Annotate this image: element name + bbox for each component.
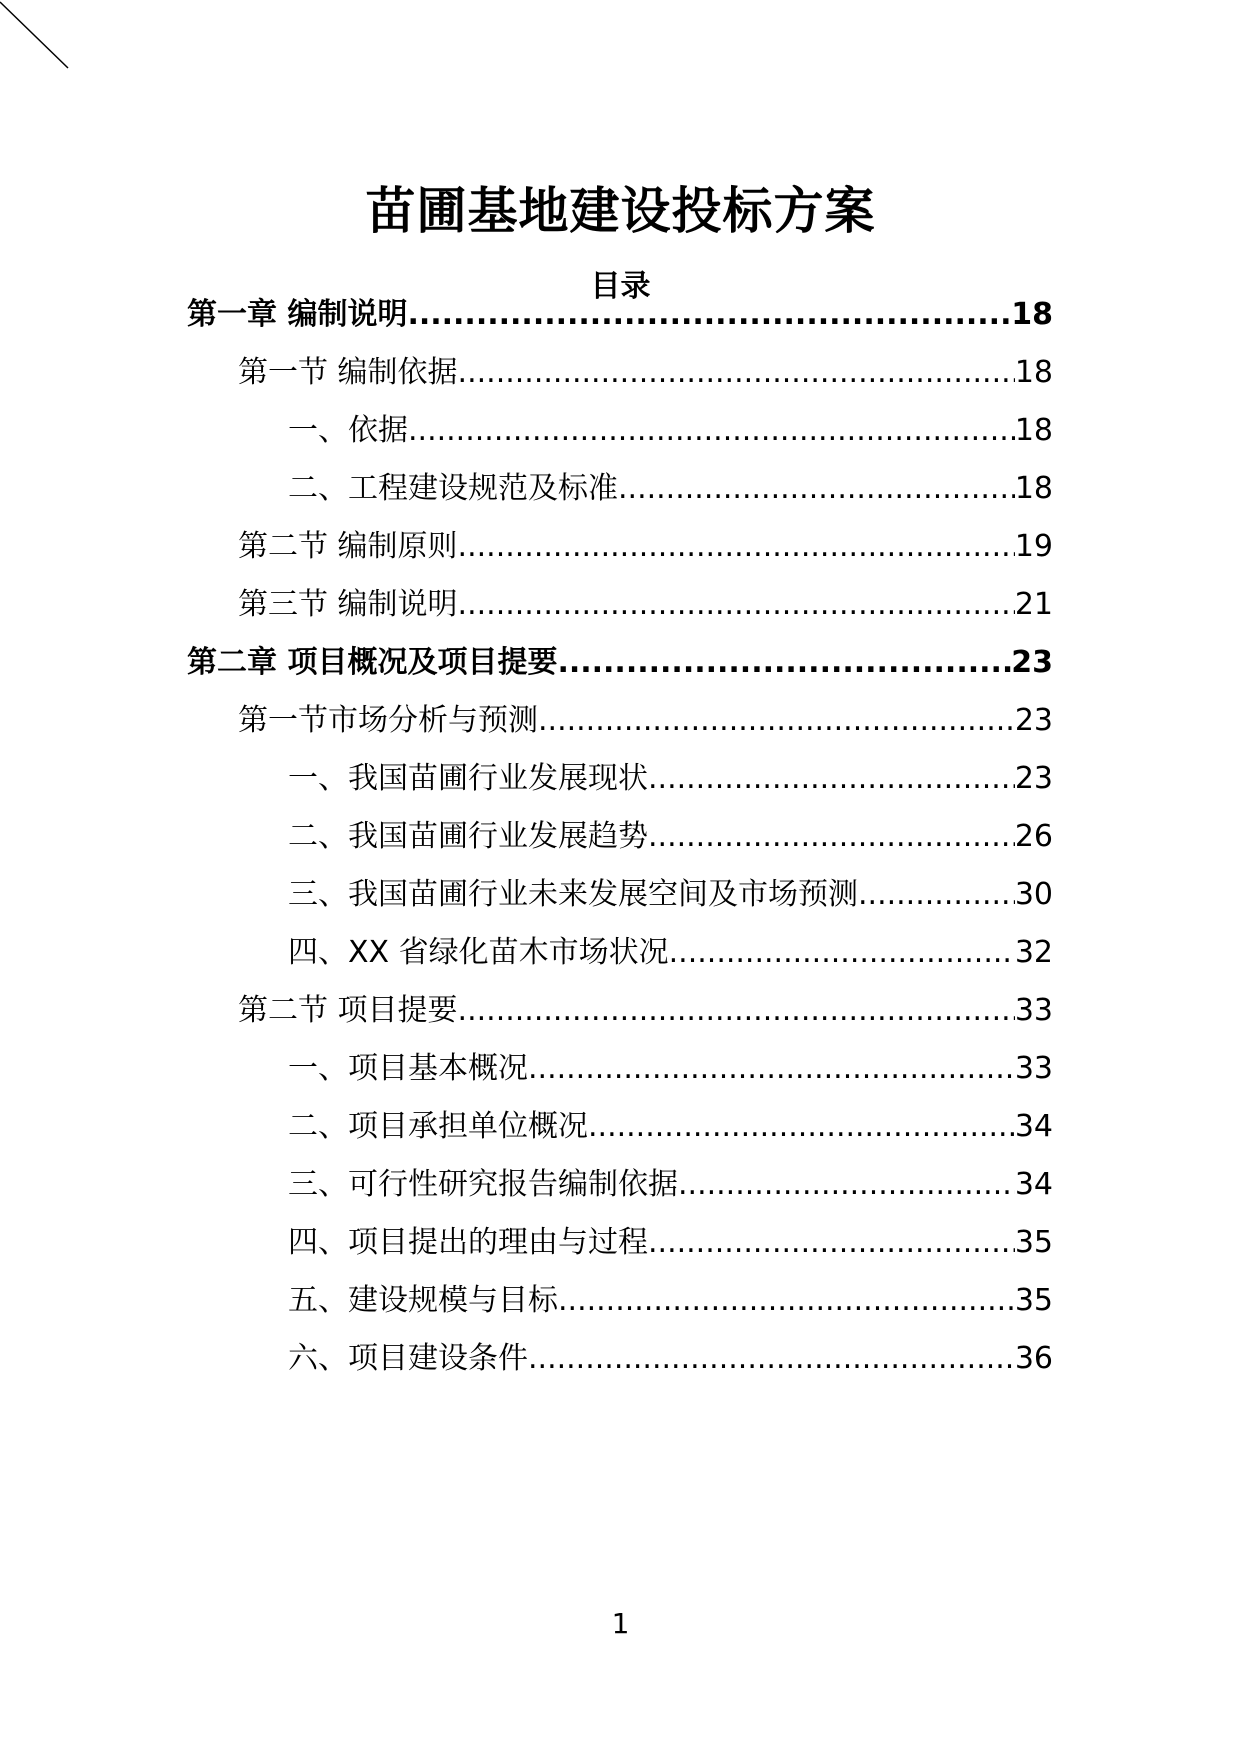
toc-entry-label: 二、工程建设规范及标准 bbox=[288, 471, 618, 506]
toc-dot-leader bbox=[618, 467, 1015, 511]
toc-entry-label: 第二章 项目概况及项目提要 bbox=[187, 645, 558, 680]
toc-entry[interactable] bbox=[288, 1337, 1053, 1381]
toc-entry-page: 18 bbox=[1014, 355, 1053, 390]
toc-entry[interactable] bbox=[288, 1047, 1053, 1091]
toc-entry-page: 23 bbox=[1014, 761, 1053, 796]
toc-entry-label: 第一章 编制说明 bbox=[187, 297, 408, 332]
toc-entry[interactable] bbox=[288, 409, 1053, 453]
toc-dot-leader bbox=[458, 351, 1015, 395]
toc-entry[interactable] bbox=[288, 1163, 1053, 1207]
toc-dot-leader bbox=[538, 699, 1015, 743]
toc-entry[interactable] bbox=[238, 351, 1053, 395]
toc-entry-label: 一、我国苗圃行业发展现状 bbox=[288, 761, 648, 796]
toc-entry-label: 六、项目建设条件 bbox=[288, 1341, 528, 1376]
toc-entry-label: 二、项目承担单位概况 bbox=[288, 1109, 588, 1144]
toc-entry[interactable] bbox=[288, 467, 1053, 511]
toc-entry-page: 34 bbox=[1014, 1109, 1053, 1144]
toc-entry-label: 五、建设规模与目标 bbox=[288, 1283, 558, 1318]
toc-entry-label: 四、项目提出的理由与过程 bbox=[288, 1225, 648, 1260]
toc-entry[interactable] bbox=[288, 815, 1053, 859]
toc-entry-page: 18 bbox=[1014, 413, 1053, 448]
toc-entry-page: 34 bbox=[1014, 1167, 1053, 1202]
toc-entry-label: 第一节市场分析与预测 bbox=[238, 703, 538, 738]
toc-dot-leader bbox=[408, 409, 1015, 453]
toc-entry[interactable] bbox=[288, 1105, 1053, 1149]
toc-dot-leader bbox=[678, 1163, 1015, 1207]
toc-entry-page: 18 bbox=[1011, 297, 1053, 332]
toc-dot-leader bbox=[407, 293, 1011, 337]
toc-dot-leader bbox=[588, 1105, 1015, 1149]
toc-entry[interactable] bbox=[288, 1221, 1053, 1265]
toc-entry-label: 一、依据 bbox=[288, 413, 408, 448]
toc-entry-page: 33 bbox=[1014, 993, 1053, 1028]
toc-entry-label: 第二节 项目提要 bbox=[238, 993, 458, 1028]
toc-dot-leader bbox=[528, 1047, 1015, 1091]
toc-dot-leader bbox=[648, 757, 1015, 801]
toc-entry-label: 第一节 编制依据 bbox=[238, 355, 458, 390]
toc-entry-page: 30 bbox=[1014, 877, 1053, 912]
toc-entry-label: 第三节 编制说明 bbox=[238, 587, 458, 622]
toc-entry-page: 23 bbox=[1014, 703, 1053, 738]
toc-entry[interactable] bbox=[288, 757, 1053, 801]
toc-dot-leader bbox=[648, 1221, 1015, 1265]
toc-entry-label: 三、我国苗圃行业未来发展空间及市场预测 bbox=[288, 877, 858, 912]
toc-entry-page: 21 bbox=[1014, 587, 1053, 622]
toc-entry[interactable] bbox=[238, 525, 1053, 569]
toc-entry-label: 四、XX 省绿化苗木市场状况 bbox=[288, 935, 669, 970]
toc-dot-leader bbox=[528, 1337, 1015, 1381]
toc-entry-label: 二、我国苗圃行业发展趋势 bbox=[288, 819, 648, 854]
toc-entry-page: 18 bbox=[1014, 471, 1053, 506]
toc-entry-page: 35 bbox=[1014, 1283, 1053, 1318]
toc-dot-leader bbox=[458, 525, 1015, 569]
toc-entry-page: 36 bbox=[1014, 1341, 1053, 1376]
toc-entry[interactable] bbox=[238, 989, 1053, 1033]
toc-dot-leader bbox=[458, 583, 1015, 627]
toc-entry-page: 26 bbox=[1014, 819, 1053, 854]
toc-entry[interactable] bbox=[187, 293, 1053, 337]
toc-entry-page: 33 bbox=[1014, 1051, 1053, 1086]
toc-heading: 目录 bbox=[590, 269, 651, 304]
toc-dot-leader bbox=[458, 989, 1015, 1033]
toc-entry-page: 19 bbox=[1014, 529, 1053, 564]
toc-entry[interactable] bbox=[238, 583, 1053, 627]
toc-entry-label: 第二节 编制原则 bbox=[238, 529, 458, 564]
document-title: 苗圃基地建设投标方案 bbox=[365, 182, 876, 240]
toc-entry[interactable] bbox=[288, 1279, 1053, 1323]
toc-entry-label: 三、可行性研究报告编制依据 bbox=[288, 1167, 678, 1202]
toc-entry-label: 一、项目基本概况 bbox=[288, 1051, 528, 1086]
toc-dot-leader bbox=[558, 1279, 1015, 1323]
toc-entry-page: 35 bbox=[1014, 1225, 1053, 1260]
toc-dot-leader bbox=[557, 641, 1011, 685]
page-number: 1 bbox=[611, 1607, 630, 1640]
toc-entry[interactable] bbox=[187, 641, 1053, 685]
toc-entry[interactable] bbox=[288, 873, 1053, 917]
toc-entry-page: 23 bbox=[1011, 645, 1053, 680]
toc-dot-leader bbox=[648, 815, 1015, 859]
toc-dot-leader bbox=[669, 931, 1015, 975]
toc-entry-page: 32 bbox=[1014, 935, 1053, 970]
toc-entry[interactable] bbox=[238, 699, 1053, 743]
toc-dot-leader bbox=[858, 873, 1015, 917]
toc-entry[interactable] bbox=[288, 931, 1053, 975]
